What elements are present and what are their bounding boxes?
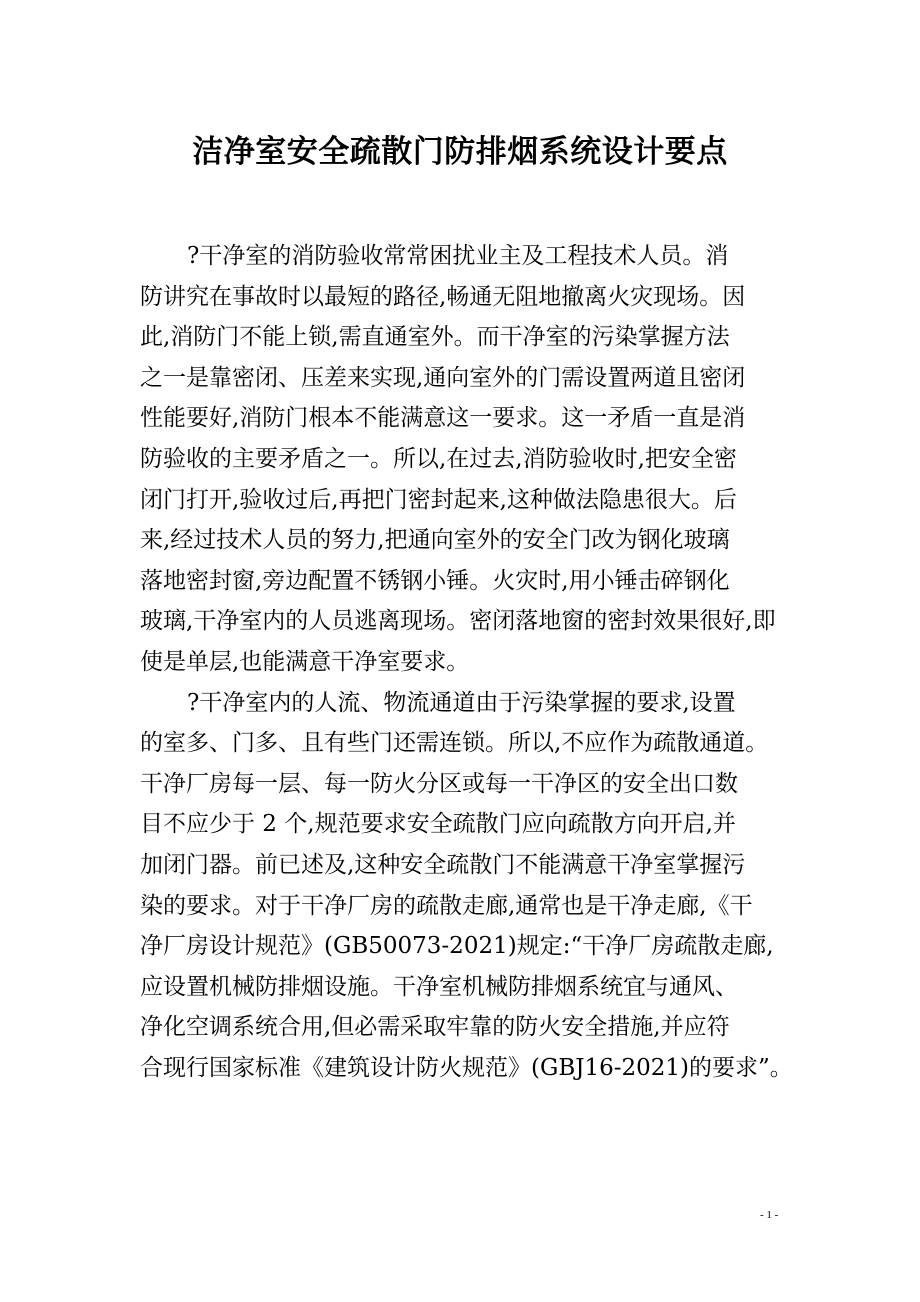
text-line: 防讲究在事故时以最短的路径,畅通无阻地撤离火灾现场。因 [140, 283, 746, 310]
document-title: 洁净室安全疏散门防排烟系统设计要点 [192, 134, 728, 170]
text-line: 使是单层,也能满意干净室要求。 [140, 648, 470, 675]
document-body [140, 236, 820, 1088]
paragraph-1 [140, 236, 820, 683]
text-line: 干净厂房每一层、每一防火分区或每一干净区的安全出口数 [140, 770, 738, 797]
text-line: 落地密封窗,旁边配置不锈钢小锤。火灾时,用小锤击碎钢化 [140, 567, 730, 594]
text-line: 之一是靠密闭、压差来实现,通向室外的门需设置两道且密闭 [140, 364, 746, 391]
text-line: 此,消防门不能上锁,需直通室外。而干净室的污染掌握方法 [140, 324, 730, 351]
paragraph-2 [140, 683, 820, 1089]
text-line: ?干净室内的人流、物流通道由于污染掌握的要求,设置 [187, 689, 736, 716]
text-line: 闭门打开,验收过后,再把门密封起来,这种做法隐患很大。后 [140, 486, 737, 513]
text-line: 合现行国家标准《建筑设计防火规范》(GBJ16-2021)的要求”。 [140, 1054, 793, 1081]
text-line: 净厂房设计规范》(GB50073-2021)规定:“干净厂房疏散走廊, [140, 933, 774, 960]
text-line: 应设置机械防排烟设施。干净室机械防排烟系统宜与通风、 [140, 973, 738, 1000]
text-line: 玻璃,干净室内的人员逃离现场。密闭落地窗的密封效果很好,即 [140, 608, 776, 635]
text-line: 性能要好,消防门根本不能满意这一要求。这一矛盾一直是消 [140, 405, 746, 432]
text-line: 加闭门器。前已述及,这种安全疏散门不能满意干净室掌握污 [140, 851, 746, 878]
text-line: 染的要求。对于干净厂房的疏散走廊,通常也是干净走廊,《干 [140, 892, 753, 919]
text-line: ?干净室的消防验收常常困扰业主及工程技术人员。消 [187, 243, 729, 269]
page-number: - 1 - [760, 1209, 779, 1221]
text-line: 净化空调系统合用,但必需采取牢靠的防火安全措施,并应符 [140, 1014, 730, 1041]
text-line: 防验收的主要矛盾之一。所以,在过去,消防验收时,把安全密 [140, 445, 737, 472]
text-line: 来,经过技术人员的努力,把通向室外的安全门改为钢化玻璃 [140, 527, 730, 554]
text-line: 目不应少于 2 个,规范要求安全疏散门应向疏散方向开启,并 [140, 811, 736, 838]
text-line: 的室多、门多、且有些门还需连锁。所以,不应作为疏散通道。 [140, 730, 769, 757]
